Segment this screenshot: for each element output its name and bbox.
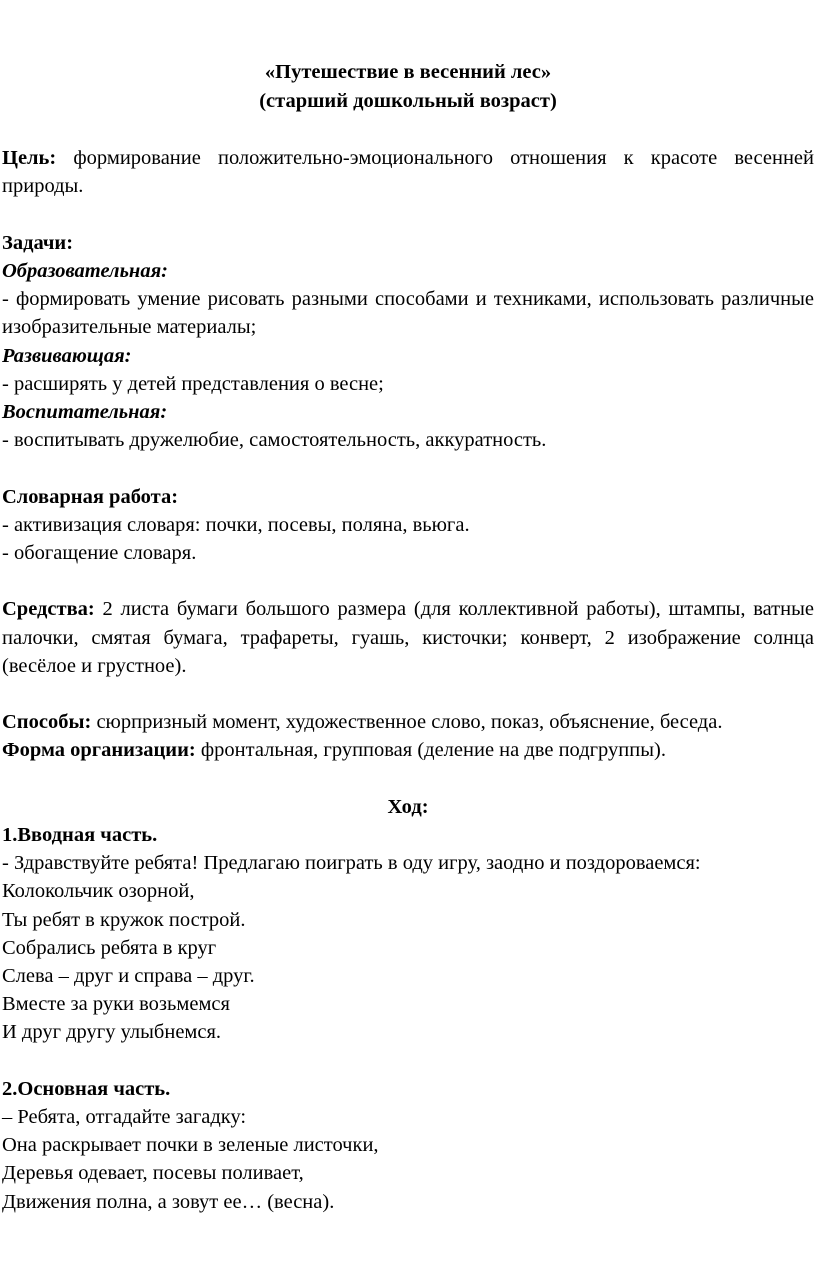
upbringing-label: Воспитательная: — [2, 401, 168, 423]
document-title: «Путешествие в весенний лес» — [264, 61, 552, 83]
form-label: Форма организации: — [2, 739, 196, 762]
form-paragraph — [2, 736, 814, 764]
poem-line: Собрались ребята в круг — [2, 936, 217, 959]
means-paragraph — [2, 595, 814, 680]
goal-paragraph — [2, 144, 814, 200]
means-label: Средства: — [2, 598, 95, 621]
course-heading: Ход: — [387, 795, 429, 818]
methods-paragraph — [2, 708, 814, 736]
developing-text: - расширять у детей представления о весне; — [2, 372, 384, 395]
main-heading: 2.Основная часть. — [2, 1077, 171, 1100]
intro-heading: 1.Вводная часть. — [2, 823, 158, 846]
means-text: 2 листа бумаги большого размера (для коллективной работы), штампы, ватные палочки, смятая бумага, трафареты, гуашь, кисточки; конверт, 2 изображение солнца (весёлое и грустное). — [2, 598, 814, 677]
vocabulary-line-2: - обогащение словаря. — [2, 542, 197, 564]
tasks-heading: Задачи: — [2, 231, 74, 254]
document-subtitle: (старший дошкольный возраст) — [259, 90, 557, 112]
educational-text: - формировать умение рисовать разными способами и техниками, использовать различные изобразительные материалы; — [2, 288, 814, 339]
vocabulary-heading: Словарная работа: — [2, 485, 179, 508]
goal-text: формирование положительно-эмоционального отношения к красоте весенней природы. — [2, 147, 814, 198]
goal-label: Цель: — [2, 147, 57, 170]
title-block — [2, 0, 814, 116]
riddle-line: Движения полна, а зовут ее… (весна). — [2, 1190, 335, 1213]
form-text: фронтальная, групповая (деление на две подгруппы). — [195, 739, 666, 762]
riddle-line: Она раскрывает почки в зеленые листочки, — [2, 1134, 379, 1157]
poem-line: Колокольчик озорной, — [2, 880, 195, 903]
riddle-line: – Ребята, отгадайте загадку: — [2, 1106, 247, 1128]
upbringing-text: - воспитывать дружелюбие, самостоятельность, аккуратность. — [2, 429, 547, 452]
poem-line: Ты ребят в кружок построй. — [2, 908, 246, 931]
poem-line: И друг другу улыбнемся. — [2, 1021, 222, 1044]
vocabulary-line-1: - активизация словаря: почки, посевы, поляна, вьюга. — [2, 513, 470, 536]
methods-text: сюрпризный момент, художественное слово, показ, объяснение, беседа. — [91, 711, 723, 734]
poem-line: Вместе за руки возьмемся — [2, 993, 230, 1016]
educational-label: Образовательная: — [2, 259, 168, 282]
riddle-line: Деревья одевает, посевы поливает, — [2, 1162, 304, 1185]
intro-text: - Здравствуйте ребята! Предлагаю поиграть в оду игру, заодно и поздороваемся: — [2, 852, 701, 875]
methods-label: Способы: — [2, 711, 92, 734]
developing-label: Развивающая: — [2, 344, 132, 367]
poem-line: Слева – друг и справа – друг. — [2, 965, 255, 987]
